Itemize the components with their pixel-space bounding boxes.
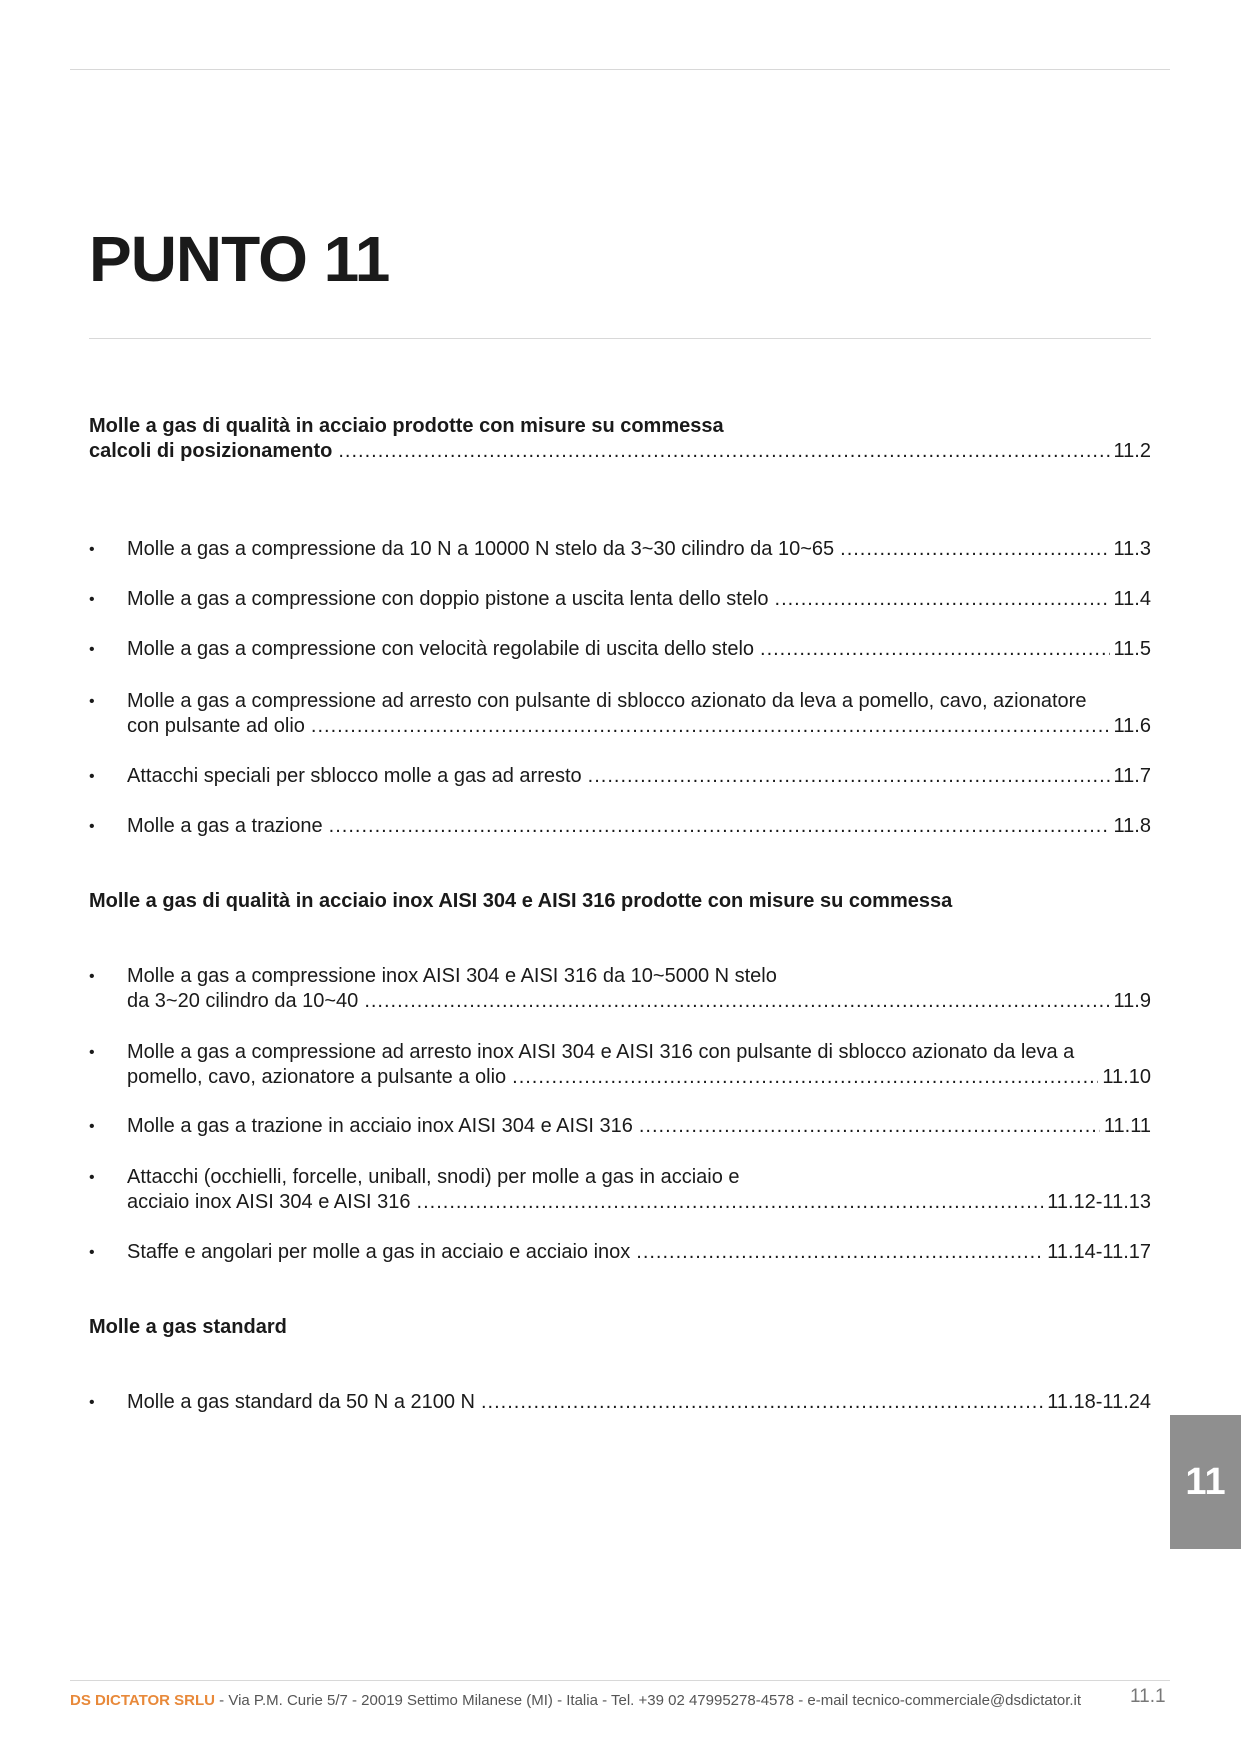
page-number: 11.1 <box>1130 1686 1166 1707</box>
page-ref: 11.10 <box>1102 1066 1151 1088</box>
page-ref: 11.5 <box>1113 638 1151 660</box>
chapter-tab: 11 <box>1170 1415 1241 1549</box>
bullet-icon: • <box>89 1394 95 1411</box>
dot-leader <box>329 814 1110 839</box>
section-heading-line: Molle a gas di qualità in acciaio prodotte con misure su commessa <box>89 415 724 437</box>
page-ref: 11.14-11.17 <box>1047 1241 1151 1263</box>
toc-entry[interactable] <box>89 964 1151 1014</box>
entry-text: Molle a gas a trazione in acciaio inox AISI 304 e AISI 316 <box>127 1115 633 1137</box>
bullet-icon: • <box>89 768 95 785</box>
page-ref: 11.3 <box>1113 538 1151 560</box>
toc-entry-link[interactable] <box>89 439 1151 464</box>
page-ref: 11.11 <box>1103 1115 1151 1137</box>
section-heading: Molle a gas di qualità in acciaio inox AISI 304 e AISI 316 prodotte con misure su commessa <box>89 890 953 912</box>
toc-entry[interactable] <box>89 689 1151 739</box>
toc-entry[interactable] <box>89 814 1151 839</box>
entry-text: con pulsante ad olio <box>127 715 305 737</box>
bullet-icon: • <box>89 541 95 558</box>
entry-text: Molle a gas a compressione ad arresto inox AISI 304 e AISI 316 con pulsante di sblocco azionato da leva a <box>127 1041 1075 1063</box>
page-ref: 11.9 <box>1113 990 1151 1012</box>
entry-text: Molle a gas a compressione ad arresto con pulsante di sblocco azionato da leva a pomello, cavo, azionatore <box>127 690 1087 712</box>
dot-leader <box>840 537 1109 562</box>
bullet-icon: • <box>89 1244 95 1261</box>
footer-brand: DS DICTATOR SRLU <box>70 1692 215 1709</box>
entry-text: Molle a gas a trazione <box>127 815 323 837</box>
toc-entry[interactable] <box>89 1240 1151 1265</box>
section-heading: Molle a gas standard <box>89 1316 287 1338</box>
toc-entry[interactable] <box>89 1390 1151 1415</box>
page-ref: 11.7 <box>1113 765 1151 787</box>
section-heading-line: calcoli di posizionamento <box>89 440 333 462</box>
dot-leader <box>636 1240 1043 1265</box>
bullet-icon: • <box>89 591 95 608</box>
entry-text: Attacchi (occhielli, forcelle, uniball, snodi) per molle a gas in acciaio e <box>127 1166 740 1188</box>
dot-leader <box>639 1114 1100 1139</box>
page-ref: 11.8 <box>1113 815 1151 837</box>
page-title: PUNTO 11 <box>89 223 390 295</box>
dot-leader <box>338 439 1109 464</box>
entry-text: Molle a gas a compressione con velocità regolabile di uscita dello stelo <box>127 638 755 660</box>
dot-leader <box>775 587 1110 612</box>
page-ref: 11.2 <box>1113 440 1151 462</box>
entry-text: da 3~20 cilindro da 10~40 <box>127 990 359 1012</box>
footer <box>70 1692 1081 1709</box>
bullet-icon: • <box>89 968 95 985</box>
dot-leader <box>417 1190 1044 1215</box>
bullet-icon: • <box>89 818 95 835</box>
footer-address: - Via P.M. Curie 5/7 - 20019 Settimo Milanese (MI) - Italia - Tel. +39 02 47995278-4578 - e-mail tecnico-commerciale@dsdictator.it <box>215 1692 1082 1709</box>
dot-leader <box>311 714 1110 739</box>
dot-leader <box>588 764 1110 789</box>
dot-leader <box>760 637 1110 662</box>
toc-entry[interactable] <box>89 587 1151 612</box>
entry-text: acciaio inox AISI 304 e AISI 316 <box>127 1191 411 1213</box>
page-ref: 11.4 <box>1113 588 1151 610</box>
toc-entry[interactable] <box>89 1114 1151 1139</box>
page-ref: 11.12-11.13 <box>1047 1191 1151 1213</box>
entry-text: Attacchi speciali per sblocco molle a gas ad arresto <box>127 765 582 787</box>
toc-entry[interactable] <box>89 764 1151 789</box>
toc-entry[interactable] <box>89 1165 1151 1215</box>
bullet-icon: • <box>89 1169 95 1186</box>
title-rule <box>89 338 1151 339</box>
bullet-icon: • <box>89 1044 95 1061</box>
toc-entry[interactable] <box>89 637 1151 662</box>
entry-text: Molle a gas a compressione da 10 N a 10000 N stelo da 3~30 cilindro da 10~65 <box>127 538 835 560</box>
dot-leader <box>512 1065 1098 1090</box>
page-ref: 11.6 <box>1113 715 1151 737</box>
entry-text: Molle a gas standard da 50 N a 2100 N <box>127 1391 475 1413</box>
entry-text: Staffe e angolari per molle a gas in acciaio e acciaio inox <box>127 1241 631 1263</box>
dot-leader <box>481 1390 1043 1415</box>
toc-entry[interactable] <box>89 537 1151 562</box>
page-ref: 11.18-11.24 <box>1047 1391 1151 1413</box>
dot-leader <box>364 989 1109 1014</box>
bullet-icon: • <box>89 641 95 658</box>
top-rule <box>70 69 1170 70</box>
toc-entry[interactable] <box>89 1040 1151 1090</box>
bullet-icon: • <box>89 1118 95 1135</box>
bullet-icon: • <box>89 693 95 710</box>
footer-rule <box>70 1680 1170 1681</box>
entry-text: Molle a gas a compressione inox AISI 304 e AISI 316 da 10~5000 N stelo <box>127 965 777 987</box>
entry-text: Molle a gas a compressione con doppio pistone a uscita lenta dello stelo <box>127 588 769 610</box>
entry-text: pomello, cavo, azionatore a pulsante a olio <box>127 1066 507 1088</box>
section-heading <box>89 414 1151 464</box>
